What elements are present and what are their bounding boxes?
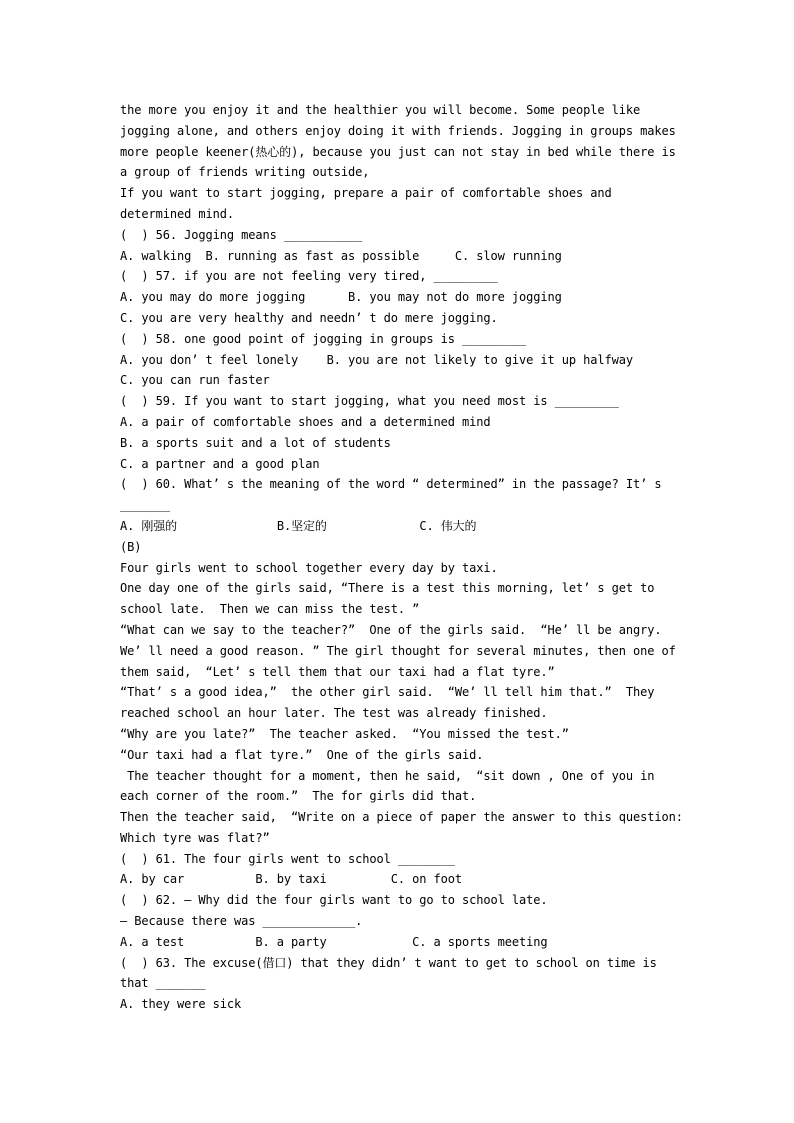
passage-a-body-line: determined mind. bbox=[120, 206, 234, 221]
passage-b-body-line: them said, “Let’ s tell them that our taxi had a flat tyre.” bbox=[120, 664, 555, 679]
question-57-option-c-line: C. you are very healthy and needn’ t do mere jogging. bbox=[120, 310, 498, 325]
passage-b-body-line: reached school an hour later. The test was already finished. bbox=[120, 706, 548, 721]
worksheet-text-block bbox=[120, 100, 720, 1015]
question-59-option-b-line: B. a sports suit and a lot of students bbox=[120, 435, 391, 450]
question-63-stem-line: ( ) 63. The excuse(借口) that they didn’ t want to get to school on time is bbox=[120, 955, 657, 970]
question-63-option-a-line: A. they were sick bbox=[120, 997, 242, 1012]
passage-b-body-line: “What can we say to the teacher?” One of the girls said. “He’ ll be angry. bbox=[120, 622, 662, 637]
question-58-options-line: A. you don’ t feel lonely B. you are not likely to give it up halfway bbox=[120, 352, 633, 367]
question-61-stem-line: ( ) 61. The four girls went to school ________ bbox=[120, 851, 455, 866]
question-61-options-line: A. by car B. by taxi C. on foot bbox=[120, 872, 462, 887]
question-59-option-a-line: A. a pair of comfortable shoes and a determined mind bbox=[120, 414, 491, 429]
question-63-blank-line: that _______ bbox=[120, 976, 206, 991]
question-62-stem-line: ( ) 62. — Why did the four girls want to go to school late. bbox=[120, 893, 548, 908]
passage-a-body-line: jogging alone, and others enjoy doing it with friends. Jogging in groups makes bbox=[120, 123, 676, 138]
passage-b-body-line: We’ ll need a good reason. ” The girl thought for several minutes, then one of bbox=[120, 643, 676, 658]
question-58-option-c-line: C. you can run faster bbox=[120, 373, 270, 388]
passage-b-body-line: Which tyre was flat?” bbox=[120, 830, 270, 845]
passage-b-body-line: The teacher thought for a moment, then he said, “sit down , One of you in bbox=[120, 768, 655, 783]
passage-b-body-line: One day one of the girls said, “There is a test this morning, let’ s get to bbox=[120, 581, 655, 596]
section-b-heading: (B) bbox=[120, 539, 142, 554]
question-62-options-line: A. a test B. a party C. a sports meeting bbox=[120, 934, 548, 949]
passage-b-body-line: Then the teacher said, “Write on a piece of paper the answer to this question: bbox=[120, 810, 683, 825]
passage-b-body-line: “That’ s a good idea,” the other girl said. “We’ ll tell him that.” They bbox=[120, 685, 655, 700]
question-58-stem-line: ( ) 58. one good point of jogging in groups is _________ bbox=[120, 331, 527, 346]
passage-b-body-line: “Our taxi had a flat tyre.” One of the girls said. bbox=[120, 747, 484, 762]
passage-b-body-line: school late. Then we can miss the test. ” bbox=[120, 602, 420, 617]
question-60-blank-line: _______ bbox=[120, 498, 170, 513]
question-59-stem-line: ( ) 59. If you want to start jogging, what you need most is _________ bbox=[120, 394, 619, 409]
passage-a-body-line: more people keener(热心的), because you just can not stay in bed while there is bbox=[120, 144, 676, 159]
question-60-stem-line: ( ) 60. What’ s the meaning of the word “ determined” in the passage? It’ s bbox=[120, 477, 662, 492]
passage-b-body-line: Four girls went to school together every day by taxi. bbox=[120, 560, 498, 575]
question-56-stem-line: ( ) 56. Jogging means ___________ bbox=[120, 227, 363, 242]
passage-b-body-line: “Why are you late?” The teacher asked. “You missed the test.” bbox=[120, 726, 569, 741]
passage-a-body-line: If you want to start jogging, prepare a pair of comfortable shoes and bbox=[120, 186, 612, 201]
question-57-stem-line: ( ) 57. if you are not feeling very tired, _________ bbox=[120, 269, 498, 284]
question-57-options-line: A. you may do more jogging B. you may not do more jogging bbox=[120, 290, 562, 305]
question-59-option-c-line: C. a partner and a good plan bbox=[120, 456, 320, 471]
passage-a-body-line: a group of friends writing outside, bbox=[120, 165, 370, 180]
passage-a-body-line: the more you enjoy it and the healthier you will become. Some people like bbox=[120, 103, 641, 117]
question-60-options-line: A. 刚强的 B.坚定的 C. 伟大的 bbox=[120, 518, 477, 533]
passage-b-body-line: each corner of the room.” The for girls did that. bbox=[120, 789, 477, 804]
question-56-options-line: A. walking B. running as fast as possible C. slow running bbox=[120, 248, 562, 263]
question-62-answer-blank-line: — Because there was _____________. bbox=[120, 914, 363, 929]
